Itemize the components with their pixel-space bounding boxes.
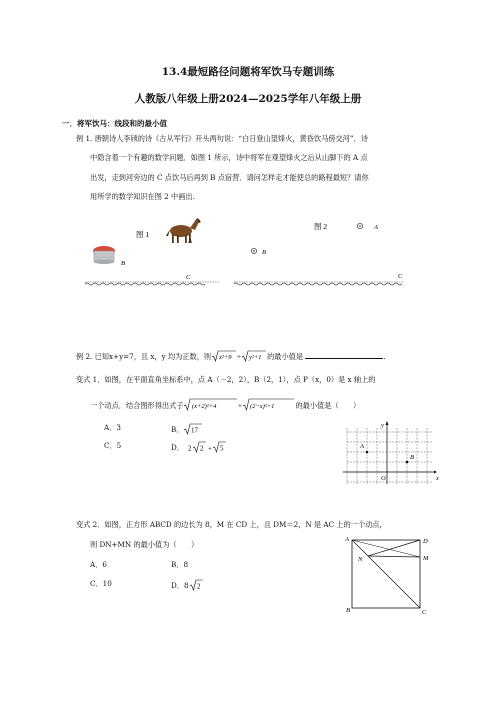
fig1-point-a: A [188,238,192,245]
graph-point-b [406,461,409,464]
var1-radicand-2: (2−x)²+1 [250,403,275,410]
fig1-label: 图 1 [136,230,150,239]
ex2-text-a: 例 2. 已知x+y=7，且 x，y 均为正数，则 [76,352,212,361]
ex1-line4: 用所学的数学知识在图 2 中画出. [90,192,195,201]
figure-1 [80,210,240,290]
ex2-text-end: . [383,352,386,361]
label-d: D [423,538,428,545]
var2-option-d-label: D．8 [171,581,189,590]
x-axis-label: x [436,475,439,482]
label-m: M [423,555,429,562]
var1-option-d-radical [184,441,228,453]
ex2-radicand-2: y²+1 [249,354,262,361]
svg-text:+: + [237,353,242,361]
var1-option-d-label: D． [171,443,184,452]
fig1-point-b: B [121,260,125,267]
graph-point-b-label: B [410,454,414,461]
var2-option-d-radicand: 2 [196,582,201,591]
origin-label: O [381,475,386,482]
var1-option-d[interactable] [171,441,228,453]
var1-text-a: 一个动点．结合图形得出式子 [90,401,184,410]
var1-line1: 变式 1．如图，在平面直角坐标系中，点 A（－2，2），B（2，1），点 P（x，0）是 x 轴上的 [76,375,376,384]
var1-option-d-rad2: 5 [219,444,224,453]
horse-icon [166,218,201,243]
var1-option-b-label: B． [171,425,184,434]
ex1-line2: 中隐含着一个有趣的数学问题．如图 1 所示，诗中将军在观望烽火之后从山脚下的 A 点 [90,153,368,162]
fig2-label: 图 2 [314,222,328,231]
fig2-point-b: B [262,249,266,256]
label-a: A [345,536,349,543]
var2-option-b[interactable]: B．8 [171,560,189,569]
ex2-answer-blank [305,351,386,361]
camp-icon [93,246,115,264]
ex2-problem [76,350,386,362]
page-subtitle: 人教版八年级上册2024—2025学年八年级上册 [134,93,362,105]
ex2-text-b: 的最小值是 [267,352,304,361]
segment-am [352,540,420,557]
var2-option-d[interactable] [171,579,205,591]
section-heading: 一．将军饮马：线段和的最小值 [62,119,167,128]
graph-point-a-label: A [360,443,364,450]
ex1-line3: 出发，走到河旁边的 C 点饮马后再到 B 点宿营．请问怎样走才能使总的路程最短？请你 [90,173,369,182]
fig2-point-c: C [398,273,403,280]
var2-line1: 变式 2．如图，正方形 ABCD 的边长为 8，M 在 CD 上，且 DM＝2，N 是 AC 上的一个动点， [76,520,387,529]
var1-line2 [90,398,360,411]
var1-option-b-radicand: 17 [191,426,199,435]
graph-point-a [366,451,369,454]
var1-option-d-rad1: 2 [199,444,204,453]
ex2-radical-expression [211,350,267,362]
var1-option-b-radical [183,423,203,435]
label-c: C [422,609,427,616]
var2-line2: 则 DN+MN 的最小值为（ ） [90,540,199,549]
var2-option-a[interactable]: A．6 [90,560,107,569]
coordinate-graph [340,418,440,488]
ex1-line1: 例 1. 唐朝诗人李颀的诗《古从军行》开头两句说：“白日登山望烽火，黄昏饮马傍交河”．诗 [76,134,368,143]
var1-option-a[interactable]: A．3 [104,423,121,432]
var2-option-c[interactable]: C．10 [90,579,112,588]
var1-option-d-coef: 2 [187,444,192,453]
var1-radical-expression [183,398,295,411]
segments-dn-nm [368,540,420,557]
var1-option-b[interactable] [171,423,203,435]
label-b: B [346,607,350,614]
var2-option-d-radical [189,579,205,591]
var1-option-c[interactable]: C．5 [104,441,122,450]
label-n: N [358,556,363,563]
svg-text:+: + [238,402,243,410]
fig2-point-a: A [374,224,378,231]
var1-radicand-1: (x+2)²+4 [192,403,217,410]
y-axis-label: y [381,422,384,429]
fig1-point-c: C [186,274,191,281]
graph-grid [347,428,432,484]
var1-text-b: 的最小值是（ ） [295,401,361,410]
ex2-radicand-1: x²+9 [219,354,232,361]
page-title: 13.4最短路径问题将军饮马专题训练 [161,66,335,78]
figure-2 [232,210,416,290]
square-figure [336,530,436,616]
var1-option-d-plus: + [207,444,212,453]
